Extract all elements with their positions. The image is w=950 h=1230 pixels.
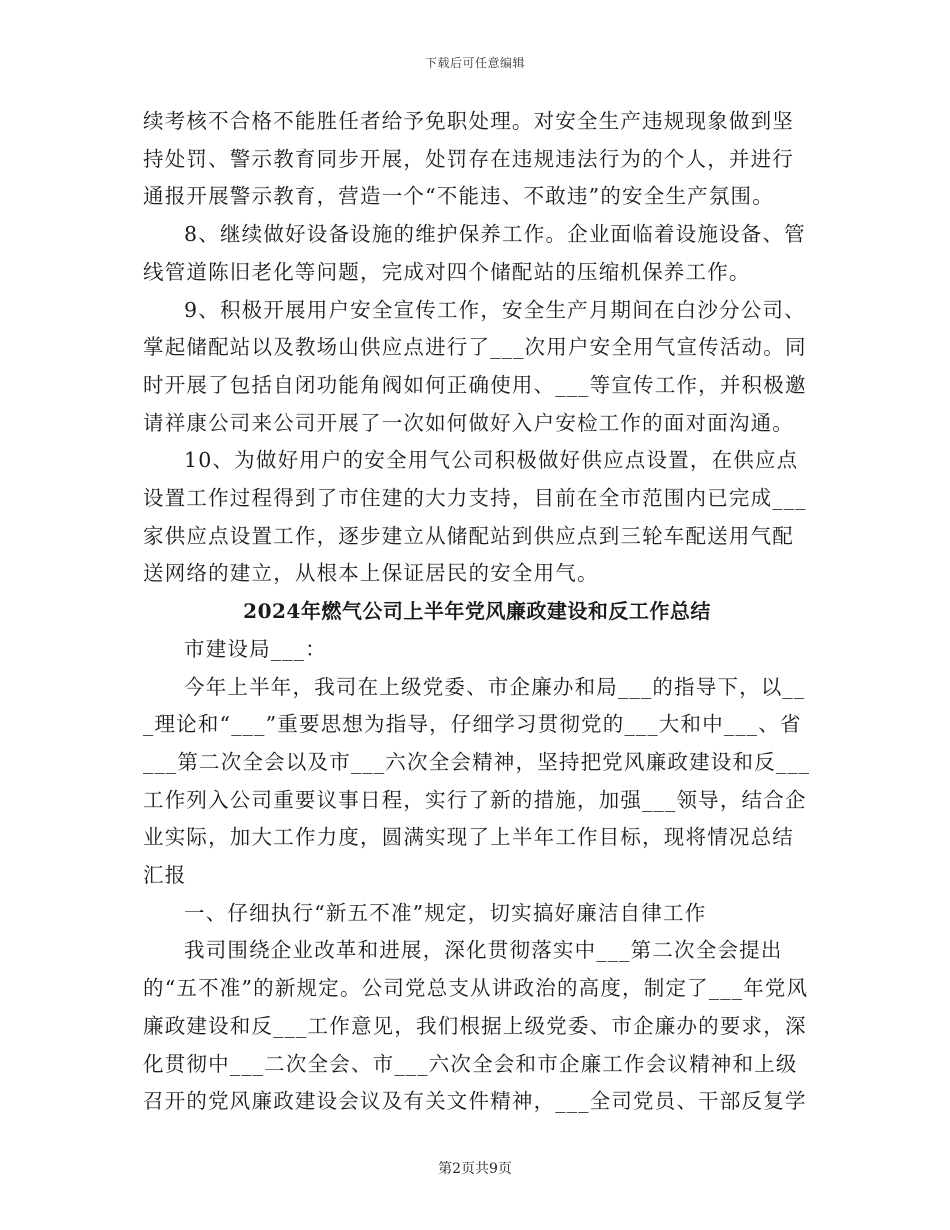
paragraph-item-8: 8、继续做好设备设施的维护保养工作。企业面临着设施设备、管线管道陈旧老化等问题，完成对四个储配站的压缩机保养工作。: [143, 222, 806, 284]
section-heading-1: 一、仔细执行“新五不准”规定，切实搞好廉洁自律工作: [184, 900, 707, 925]
paragraph-continuation: 续考核不合格不能胜任者给予免职处理。对安全生产违规现象做到坚持处罚、警示教育同步开展，处罚存在违规违法行为的个人，并进行通报开展警示教育，营造一个“不能违、不敢违”的安全生产氛围。: [143, 109, 794, 209]
page-header: 下载后可任意编辑: [424, 56, 525, 70]
paragraph-section-1: 我司围绕企业改革和进展，深化贯彻落实中___第二次全会提出的“五不准”的新规定。公司党总支从讲政治的高度，制定了___年党风廉政建设和反___工作意见，我们根据上级党委、市企廉办的要求，深化贯彻中___二次全会、市___六次全会和市企廉工作会议精神和上级召开的党风廉政建设会议及有关文件精神，___全司党员、干部反复学: [143, 938, 809, 1114]
paragraph-item-9: 9、积极开展用户安全宣传工作，安全生产月期间在白沙分公司、掌起储配站以及教场山供应点进行了___次用户安全用气宣传活动。同时开展了包括自闭功能角阀如何正确使用、___等宣传工作，并积极邀请祥康公司来公司开展了一次如何做好入户安检工作的面对面沟通。: [143, 297, 807, 435]
paragraph-item-10: 10、为做好用户的安全用气公司积极做好供应点设置，在供应点设置工作过程得到了市住建的大力支持，目前在全市范围内已完成___家供应点设置工作，逐步建立从储配站到供应点到三轮车配送用气配送网络的建立，从根本上保证居民的安全用气。: [143, 448, 807, 586]
paragraph-intro: 今年上半年，我司在上级党委、市企廉办和局___的指导下，以___理论和“___”重要思想为指导，仔细学习贯彻党的___大和中___、省___第二次全会以及市___六次全会精神，坚持把党风廉政建设和反___工作列入公司重要议事日程，实行了新的措施，加强___领导，结合企业实际，加大工作力度，圆满实现了上半年工作目标，现将情况总结汇报: [143, 674, 811, 888]
document-body: [143, 103, 811, 1121]
section-title: 2024年燃气公司上半年党风廉政建设和反工作总结: [243, 599, 711, 624]
page-number: 第2页共9页: [438, 1161, 512, 1177]
salutation: 市建设局___：: [184, 636, 327, 661]
